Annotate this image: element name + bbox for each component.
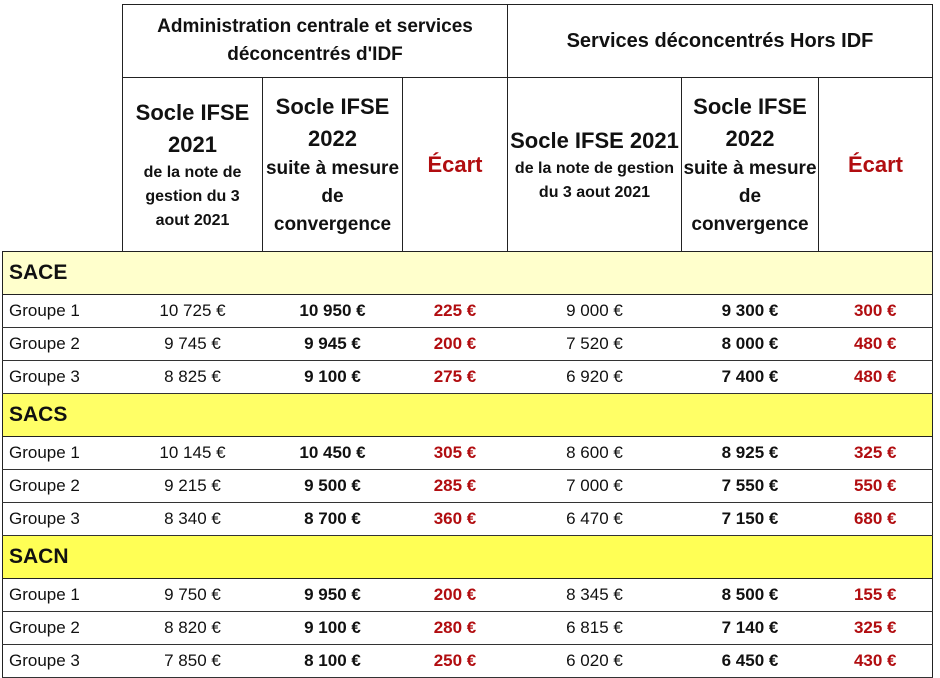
ifse-comparison-table [2, 4, 933, 678]
row-label: Groupe 1 [3, 437, 123, 470]
table-row [3, 612, 933, 645]
row-label: Groupe 2 [3, 612, 123, 645]
cell-idf-2021: 9 745 € [123, 328, 263, 361]
col-note: de la note de gestion du 3 aout 2021 [514, 159, 675, 201]
col-title: Écart [847, 151, 904, 177]
cell-idf-2022: 9 500 € [263, 470, 403, 503]
table-row [3, 328, 933, 361]
cell-idf-2021: 8 340 € [123, 503, 263, 536]
cell-idf-2021: 8 820 € [123, 612, 263, 645]
cell-idf-ecart: 200 € [403, 579, 508, 612]
cell-hors-ecart: 430 € [819, 645, 933, 678]
cell-idf-ecart: 360 € [403, 503, 508, 536]
cell-hors-ecart: 480 € [819, 328, 933, 361]
cell-hors-2021: 6 920 € [508, 361, 682, 394]
col-note: de la note de gestion du 3 aout 2021 [143, 163, 242, 229]
cell-hors-2021: 7 000 € [508, 470, 682, 503]
cell-idf-2022: 8 100 € [263, 645, 403, 678]
cell-idf-2021: 10 725 € [123, 295, 263, 328]
row-label: Groupe 1 [3, 579, 123, 612]
cell-hors-2021: 6 470 € [508, 503, 682, 536]
row-label: Groupe 3 [3, 645, 123, 678]
corner-blank-2 [3, 78, 123, 252]
row-label: Groupe 3 [3, 503, 123, 536]
cell-idf-2022: 9 100 € [263, 361, 403, 394]
cell-idf-2022: 9 945 € [263, 328, 403, 361]
cell-idf-2022: 8 700 € [263, 503, 403, 536]
section-row-sace [3, 252, 933, 295]
section-label: SACS [3, 394, 933, 437]
col-title: Socle IFSE 2021 [510, 127, 679, 153]
cell-hors-2022: 7 150 € [682, 503, 819, 536]
corner-blank [3, 5, 123, 78]
cell-hors-ecart: 325 € [819, 437, 933, 470]
cell-hors-2022: 7 140 € [682, 612, 819, 645]
cell-hors-2021: 6 815 € [508, 612, 682, 645]
col-title: Socle IFSE 2021 [135, 99, 250, 157]
cell-hors-ecart: 680 € [819, 503, 933, 536]
table-row [3, 470, 933, 503]
table-row [3, 579, 933, 612]
col-note: suite à mesure de convergence [265, 157, 400, 235]
cell-hors-2022: 8 925 € [682, 437, 819, 470]
table-row [3, 437, 933, 470]
table-row [3, 361, 933, 394]
row-label: Groupe 1 [3, 295, 123, 328]
cell-hors-2021: 7 520 € [508, 328, 682, 361]
group-header-idf: Administration centrale et services déconcentrés d'IDF [123, 5, 508, 78]
section-row-sacs [3, 394, 933, 437]
cell-idf-ecart: 305 € [403, 437, 508, 470]
cell-hors-ecart: 300 € [819, 295, 933, 328]
cell-idf-2022: 10 950 € [263, 295, 403, 328]
cell-hors-2021: 8 345 € [508, 579, 682, 612]
cell-idf-2021: 10 145 € [123, 437, 263, 470]
col-header-hors-ecart [819, 78, 933, 252]
cell-hors-2022: 7 400 € [682, 361, 819, 394]
cell-hors-ecart: 325 € [819, 612, 933, 645]
cell-hors-2022: 9 300 € [682, 295, 819, 328]
cell-hors-ecart: 550 € [819, 470, 933, 503]
cell-idf-2022: 10 450 € [263, 437, 403, 470]
cell-idf-ecart: 250 € [403, 645, 508, 678]
cell-hors-2021: 8 600 € [508, 437, 682, 470]
col-title: Écart [427, 151, 483, 177]
cell-idf-2021: 7 850 € [123, 645, 263, 678]
section-label: SACN [3, 536, 933, 579]
cell-hors-2021: 9 000 € [508, 295, 682, 328]
table-row [3, 645, 933, 678]
cell-idf-ecart: 275 € [403, 361, 508, 394]
cell-idf-2022: 9 100 € [263, 612, 403, 645]
cell-hors-2022: 7 550 € [682, 470, 819, 503]
col-header-idf-ecart [403, 78, 508, 252]
col-header-hors-2021 [508, 78, 682, 252]
col-title: Socle IFSE 2022 [693, 93, 807, 151]
cell-idf-ecart: 285 € [403, 470, 508, 503]
cell-idf-2022: 9 950 € [263, 579, 403, 612]
cell-hors-ecart: 155 € [819, 579, 933, 612]
col-header-idf-2021 [123, 78, 263, 252]
cell-hors-2022: 8 500 € [682, 579, 819, 612]
col-note: suite à mesure de convergence [683, 157, 817, 235]
cell-hors-ecart: 480 € [819, 361, 933, 394]
cell-idf-ecart: 225 € [403, 295, 508, 328]
cell-idf-ecart: 200 € [403, 328, 508, 361]
group-header-hors-idf: Services déconcentrés Hors IDF [508, 5, 933, 78]
col-header-idf-2022 [263, 78, 403, 252]
cell-idf-2021: 9 750 € [123, 579, 263, 612]
row-label: Groupe 3 [3, 361, 123, 394]
table-row [3, 295, 933, 328]
section-row-sacn [3, 536, 933, 579]
cell-idf-2021: 9 215 € [123, 470, 263, 503]
section-label: SACE [3, 252, 933, 295]
cell-hors-2022: 8 000 € [682, 328, 819, 361]
cell-idf-2021: 8 825 € [123, 361, 263, 394]
cell-idf-ecart: 280 € [403, 612, 508, 645]
cell-hors-2021: 6 020 € [508, 645, 682, 678]
table-row [3, 503, 933, 536]
col-header-hors-2022 [682, 78, 819, 252]
col-title: Socle IFSE 2022 [275, 93, 390, 151]
row-label: Groupe 2 [3, 470, 123, 503]
cell-hors-2022: 6 450 € [682, 645, 819, 678]
row-label: Groupe 2 [3, 328, 123, 361]
